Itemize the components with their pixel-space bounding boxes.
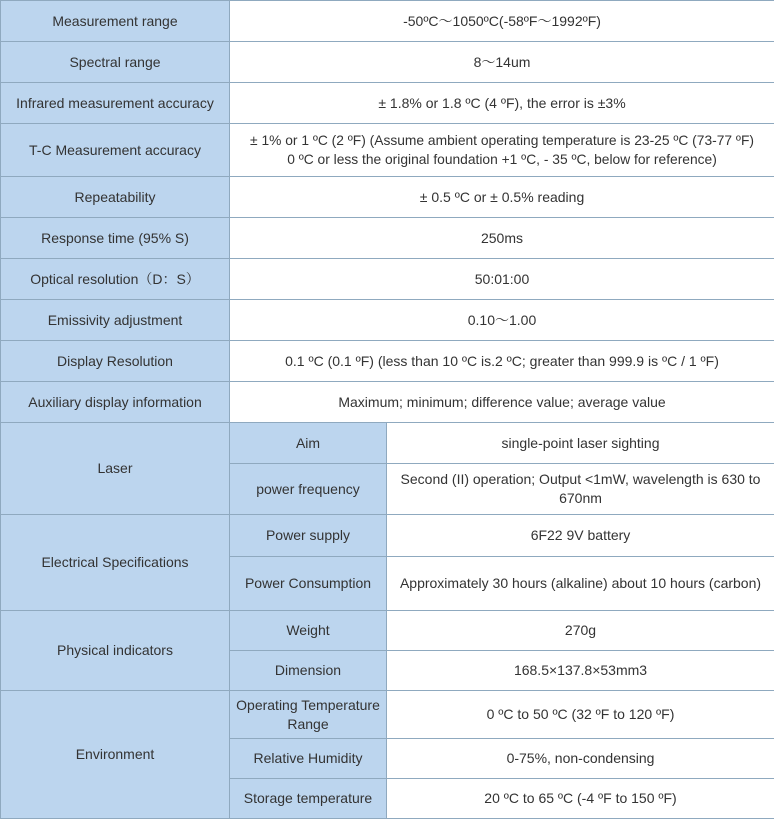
sub-value: Approximately 30 hours (alkaline) about 10 hours (carbon) [387,557,774,611]
spec-label: Measurement range [1,1,230,42]
sub-label: Aim [230,423,387,464]
spec-row-tc-accuracy [1,124,774,177]
sub-label: power frequency [230,464,387,515]
spec-row-display-resolution [1,341,774,382]
sub-label: Storage temperature [230,779,387,819]
group-label-environment: Environment [1,691,230,819]
spec-value: ± 1.8% or 1.8 ºC (4 ºF), the error is ±3% [230,83,774,124]
spec-row-laser-aim [1,423,774,464]
spec-value: 8～14um [230,42,774,83]
spec-row-weight [1,611,774,651]
spec-value: 50:01:00 [230,259,774,300]
sub-label: Power Consumption [230,557,387,611]
sub-value: 0 ºC to 50 ºC (32 ºF to 120 ºF) [387,691,774,739]
spec-row-operating-temperature [1,691,774,739]
spec-row-auxiliary-display [1,382,774,423]
group-label-laser: Laser [1,423,230,515]
sub-value: 270g [387,611,774,651]
spec-label: Spectral range [1,42,230,83]
sub-value: 0-75%, non-condensing [387,739,774,779]
sub-value: 168.5×137.8×53mm3 [387,651,774,691]
sub-label: Weight [230,611,387,651]
spec-row-spectral-range [1,42,774,83]
sub-label: Dimension [230,651,387,691]
spec-label: Repeatability [1,177,230,218]
spec-row-measurement-range [1,1,774,42]
spec-label: Response time (95% S) [1,218,230,259]
spec-row-response-time [1,218,774,259]
spec-value: 250ms [230,218,774,259]
spec-value-line: 0 ºC or less the original foundation +1 ºC, - 35 ºC, below for reference) [232,150,772,169]
sub-value: 6F22 9V battery [387,515,774,557]
sub-label: Operating Temperature Range [230,691,387,739]
sub-value: 20 ºC to 65 ºC (-4 ºF to 150 ºF) [387,779,774,819]
spec-label: Optical resolution（D：S） [1,259,230,300]
spec-row-repeatability [1,177,774,218]
spec-label: Display Resolution [1,341,230,382]
sub-value: Second (II) operation; Output <1mW, wavelength is 630 to 670nm [387,464,774,515]
spec-row-optical-resolution [1,259,774,300]
spec-value: ± 0.5 ºC or ± 0.5% reading [230,177,774,218]
sub-value: single-point laser sighting [387,423,774,464]
sub-label: Power supply [230,515,387,557]
spec-row-emissivity [1,300,774,341]
spec-value [230,124,774,177]
spec-value: 0.1 ºC (0.1 ºF) (less than 10 ºC is.2 ºC; greater than 999.9 is ºC / 1 ºF) [230,341,774,382]
spec-label: Auxiliary display information [1,382,230,423]
group-label-physical: Physical indicators [1,611,230,691]
spec-value: -50ºC～1050ºC(-58ºF～1992ºF) [230,1,774,42]
spec-row-power-supply [1,515,774,557]
group-label-electrical: Electrical Specifications [1,515,230,611]
spec-label: Emissivity adjustment [1,300,230,341]
sub-label: Relative Humidity [230,739,387,779]
spec-value: 0.10～1.00 [230,300,774,341]
spec-value-line: ± 1% or 1 ºC (2 ºF) (Assume ambient operating temperature is 23-25 ºC (73-77 ºF) [232,131,772,150]
spec-row-infrared-accuracy [1,83,774,124]
spec-label: T-C Measurement accuracy [1,124,230,177]
spec-value: Maximum; minimum; difference value; average value [230,382,774,423]
spec-label: Infrared measurement accuracy [1,83,230,124]
